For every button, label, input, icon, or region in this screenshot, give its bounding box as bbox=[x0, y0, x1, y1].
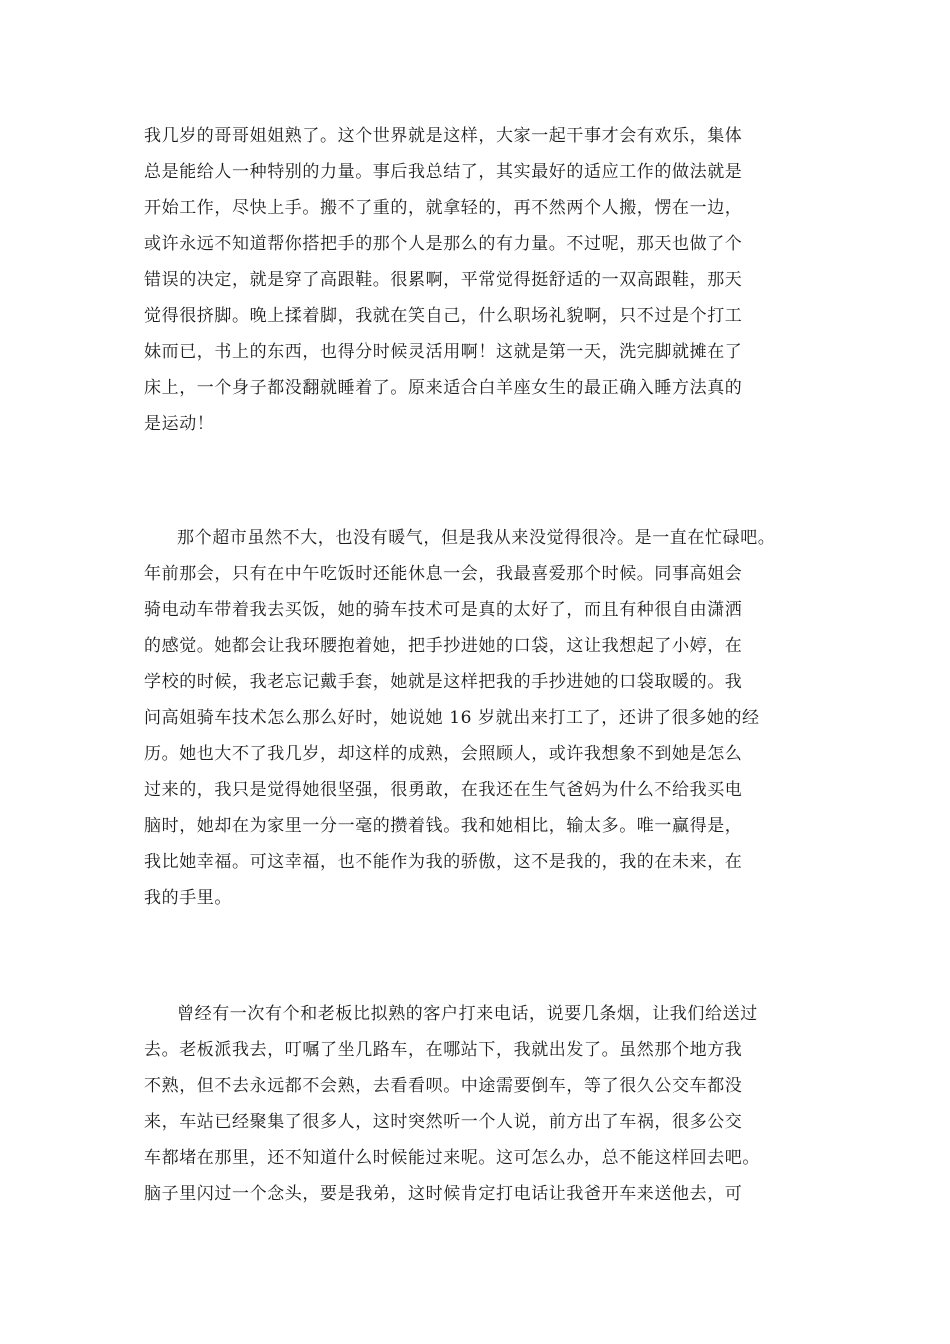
text-line-first: 曾经有一次有个和老板比拟熟的客户打来电话，说要几条烟，让我们给送过 bbox=[177, 1004, 758, 1024]
text-line: 我比她幸福。可这幸福，也不能作为我的骄傲，这不是我的，我的在未来，在 bbox=[144, 852, 743, 872]
text-line: 不熟，但不去永远都不会熟，去看看呗。中途需要倒车，等了很久公交车都没 bbox=[144, 1076, 743, 1096]
text-line: 错误的决定，就是穿了高跟鞋。很累啊，平常觉得挺舒适的一双高跟鞋，那天 bbox=[144, 270, 743, 290]
text-line: 来，车站已经聚集了很多人，这时突然听一个人说，前方出了车祸，很多公交 bbox=[144, 1112, 743, 1132]
text-line: 开始工作，尽快上手。搬不了重的，就拿轻的，再不然两个人搬，愣在一边， bbox=[144, 198, 743, 218]
text-line-first: 那个超市虽然不大，也没有暖气，但是我从来没觉得很冷。是一直在忙碌吧。 bbox=[177, 528, 776, 548]
text-line: 床上，一个身子都没翻就睡着了。原来适合白羊座女生的最正确入睡方法真的 bbox=[144, 378, 743, 398]
text-line: 的感觉。她都会让我环腰抱着她，把手抄进她的口袋，这让我想起了小婷，在 bbox=[144, 636, 743, 656]
text-line: 脑子里闪过一个念头，要是我弟，这时候肯定打电话让我爸开车来送他去，可 bbox=[144, 1184, 743, 1204]
text-line: 觉得很挤脚。晚上揉着脚，我就在笑自己，什么职场礼貌啊，只不过是个打工 bbox=[144, 306, 743, 326]
text-line: 年前那会，只有在中午吃饭时还能休息一会，我最喜爱那个时候。同事高姐会 bbox=[144, 564, 743, 584]
text-line: 我几岁的哥哥姐姐熟了。这个世界就是这样，大家一起干事才会有欢乐，集体 bbox=[144, 126, 743, 146]
text-line: 历。她也大不了我几岁，却这样的成熟，会照顾人，或许我想象不到她是怎么 bbox=[144, 744, 743, 764]
text-line: 妹而已，书上的东西，也得分时候灵活用啊！这就是第一天，洗完脚就摊在了 bbox=[144, 342, 743, 362]
text-line: 脑时，她却在为家里一分一毫的攒着钱。我和她相比，输太多。唯一赢得是， bbox=[144, 816, 743, 836]
paragraph-2 bbox=[144, 520, 775, 916]
text-line: 车都堵在那里，还不知道什么时候能过来呢。这可怎么办，总不能这样回去吧。 bbox=[144, 1148, 760, 1168]
text-line: 学校的时候，我老忘记戴手套，她就是这样把我的手抄进她的口袋取暖的。我 bbox=[144, 672, 743, 692]
text-line: 是运动！ bbox=[144, 414, 215, 434]
text-line: 或许永远不知道帮你搭把手的那个人是那么的有力量。不过呢，那天也做了个 bbox=[144, 234, 743, 254]
text-line: 去。老板派我去，叮嘱了坐几路车，在哪站下，我就出发了。虽然那个地方我 bbox=[144, 1040, 743, 1060]
paragraph-3 bbox=[144, 996, 760, 1212]
text-line: 我的手里。 bbox=[144, 888, 232, 908]
text-line: 总是能给人一种特别的力量。事后我总结了，其实最好的适应工作的做法就是 bbox=[144, 162, 743, 182]
text-line: 骑电动车带着我去买饭，她的骑车技术可是真的太好了，而且有种很自由潇洒 bbox=[144, 600, 743, 620]
text-line: 问高姐骑车技术怎么那么好时，她说她 16 岁就出来打工了，还讲了很多她的经 bbox=[144, 708, 760, 728]
paragraph-1 bbox=[144, 118, 742, 442]
text-line: 过来的，我只是觉得她很坚强，很勇敢，在我还在生气爸妈为什么不给我买电 bbox=[144, 780, 743, 800]
